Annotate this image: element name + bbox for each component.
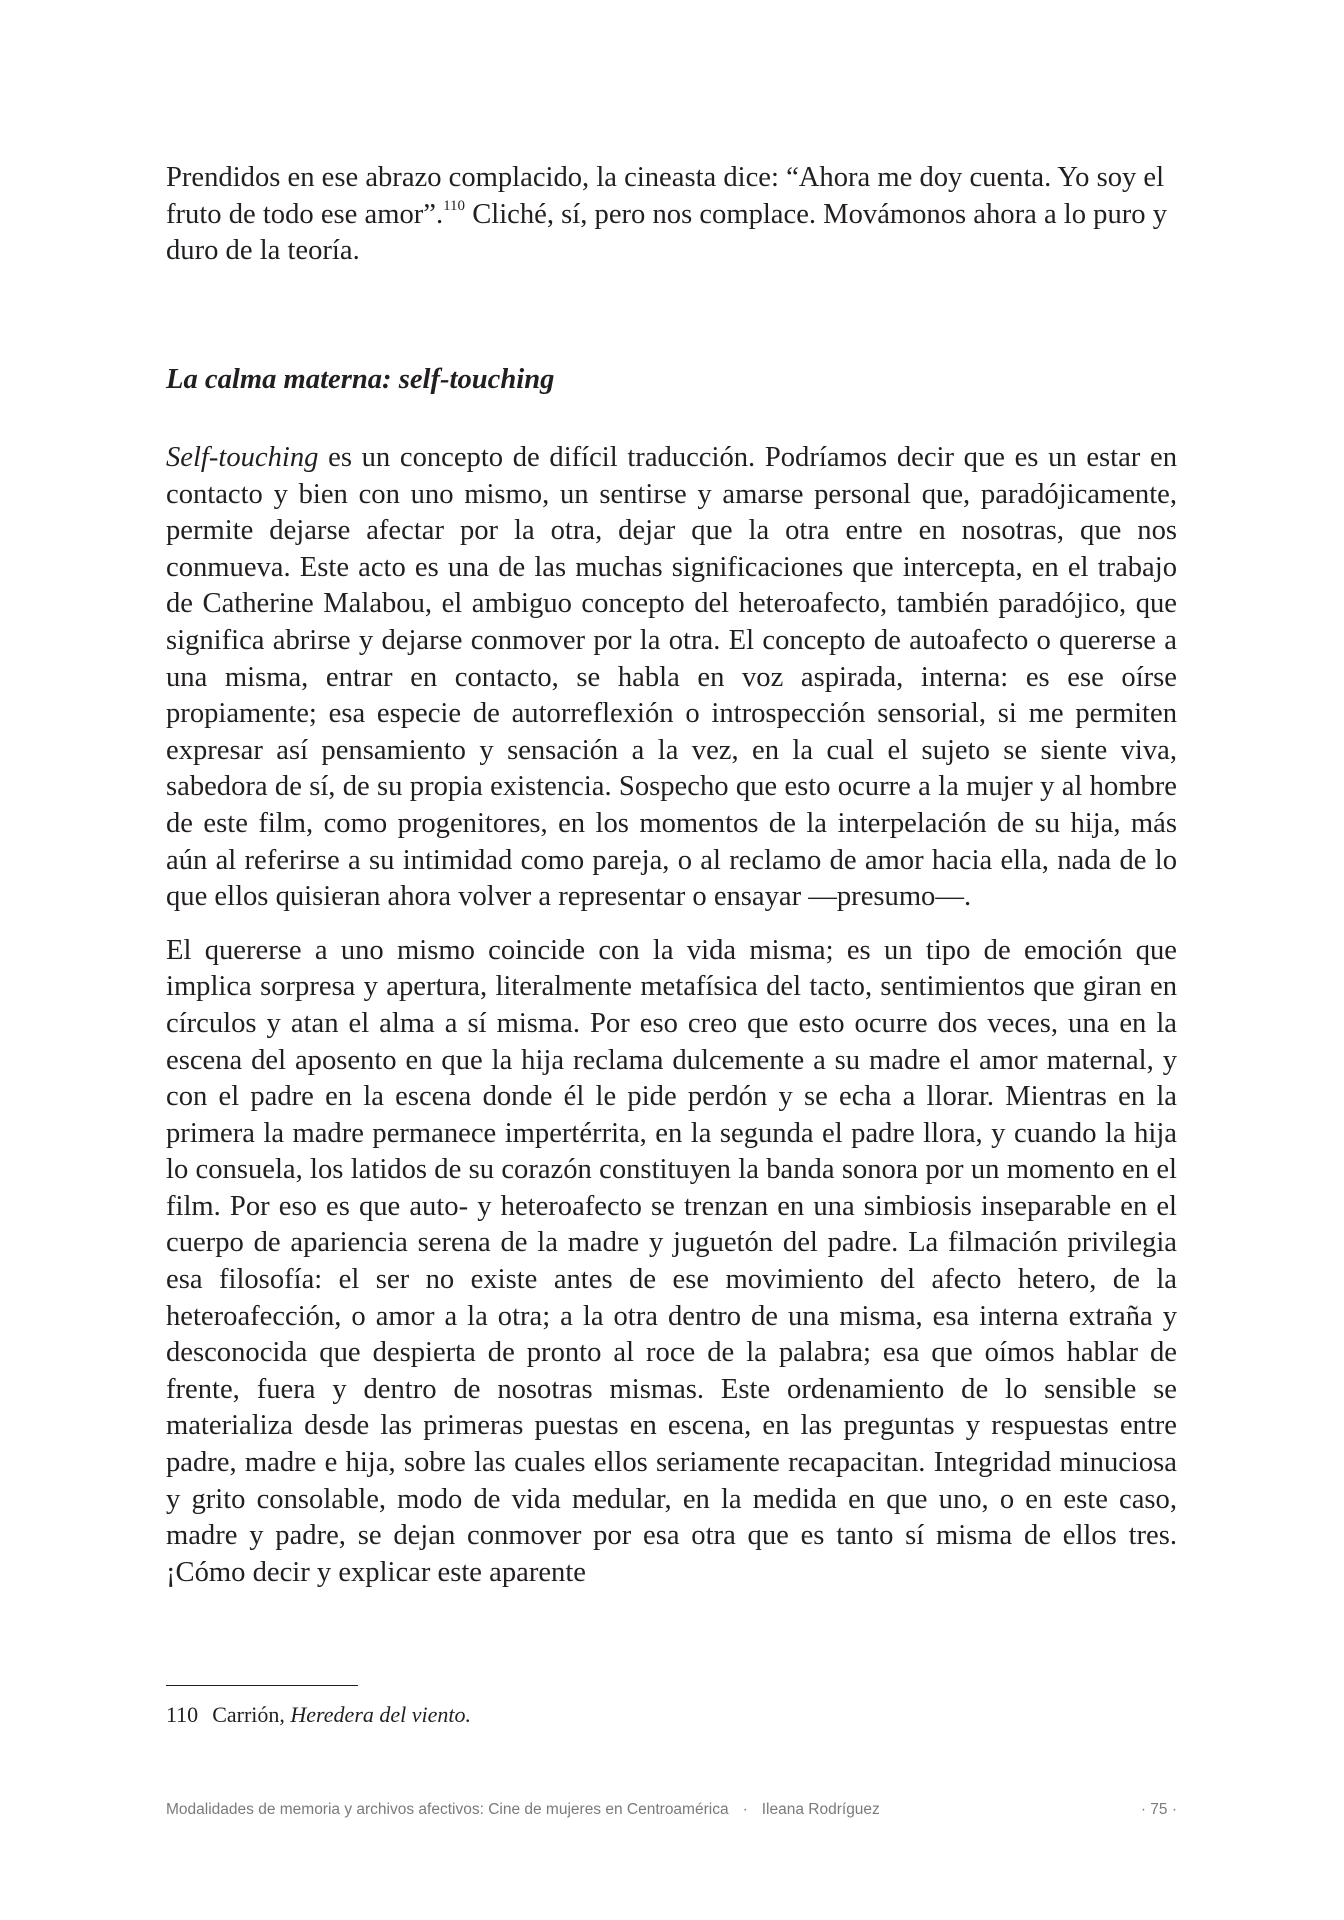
page-body [166,160,1177,1588]
footer-separator: · [742,1801,748,1818]
intro-text-part1: Prendidos en ese abrazo complacido, la cineasta dice: “Ahora me doy cuenta. Yo soy el fruto de todo ese amor”. [166,162,1165,230]
footnote-author: Carrión, [212,1702,291,1727]
body-text [166,440,1177,1591]
paragraph-1-italic-lead: Self-touching [166,442,319,473]
footnote-title: Heredera del viento. [290,1702,472,1727]
footnote-divider [166,1685,358,1686]
paragraph-1-text: es un concepto de difícil traducción. Podríamos decir que es un estar en contacto y bien con uno mismo, un sentirse y amarse personal que, paradójicamente, permite dejarse afectar por la otra, dejar que la otra entre en nosotras, que nos conmueva. Este acto es una de las muchas significaciones que intercepta, en el trabajo de Catherine Malabou, el ambiguo concepto del heteroafecto, también paradójico, que significa abrirse y dejarse conmover por la otra. El concepto de autoafecto o quererse a una misma, entrar en contacto, se habla en voz aspirada, interna: es ese oírse propiamente; esa especie de autorreflexión o introspección sensorial, si me permiten expresar así pensamiento y sensación a la vez, en la cual el sujeto se siente viva, sabedora de sí, de su propia existencia. Sospecho que esto ocurre a la mujer y al hombre de este film, como progenitores, en los momentos de la interpelación de su hija, más aún al referirse a su intimidad como pareja, o al reclamo de amor hacia ella, nada de lo que ellos quisieran ahora volver a representar o ensayar —presumo—. [166,442,1177,913]
footnote-number: 110 [166,1702,199,1727]
page-number: · 75 · [1140,1801,1177,1818]
paragraph-2: El quererse a uno mismo coincide con la vida misma; es un tipo de emoción que implica sorpresa y apertura, literalmente metafísica del tacto, sentimientos que giran en círculos y atan el alma a sí misma. Por eso creo que esto ocurre dos veces, una en la escena del aposento en que la hija reclama dulcemente a su madre el amor maternal, y con el padre en la escena donde él le pide perdón y se echa a llorar. Mientras en la primera la madre permanece impertérrita, en la segunda el padre llora, y cuando la hija lo consuela, los latidos de su corazón constituyen la banda sonora por un momento en el film. Por eso es que auto- y heteroafecto se trenzan en una simbiosis inseparable en el cuerpo de apariencia serena de la madre y juguetón del padre. La filmación privilegia esa filosofía: el ser no existe antes de ese movimiento del afecto hetero, de la heteroafección, o amor a la otra; a la otra dentro de una misma, esa interna extraña y desconocida que despierta de pronto al roce de la palabra; esa que oímos hablar de frente, fuera y dentro de nosotras mismas. Este ordenamiento de lo sensible se materializa desde las primeras puestas en escena, en las preguntas y respuestas entre padre, madre e hija, sobre las cuales ellos seriamente recapacitan. Integridad minuciosa y grito consolable, modo de vida medular, en la medida en que uno, o en este caso, madre y padre, se dejan conmover por esa otra que es tanto sí misma de ellos tres. ¡Cómo decir y explicar este aparente [166,934,1177,1588]
intro-text-part2: Cliché, sí, pero nos complace. Movámonos ahora a lo puro y duro de la teoría. [166,198,1168,267]
footnote [166,1701,471,1729]
footnote-reference[interactable]: 110 [443,198,466,215]
running-footer [166,1801,1177,1819]
paragraph-1 [166,440,1177,916]
footer-author: Ileana Rodríguez [761,1801,880,1818]
section-heading: La calma materna: self-touching [166,364,555,395]
intro-paragraph [166,160,1177,270]
footer-book-title: Modalidades de memoria y archivos afectivos: Cine de mujeres en Centroamérica [166,1801,729,1818]
